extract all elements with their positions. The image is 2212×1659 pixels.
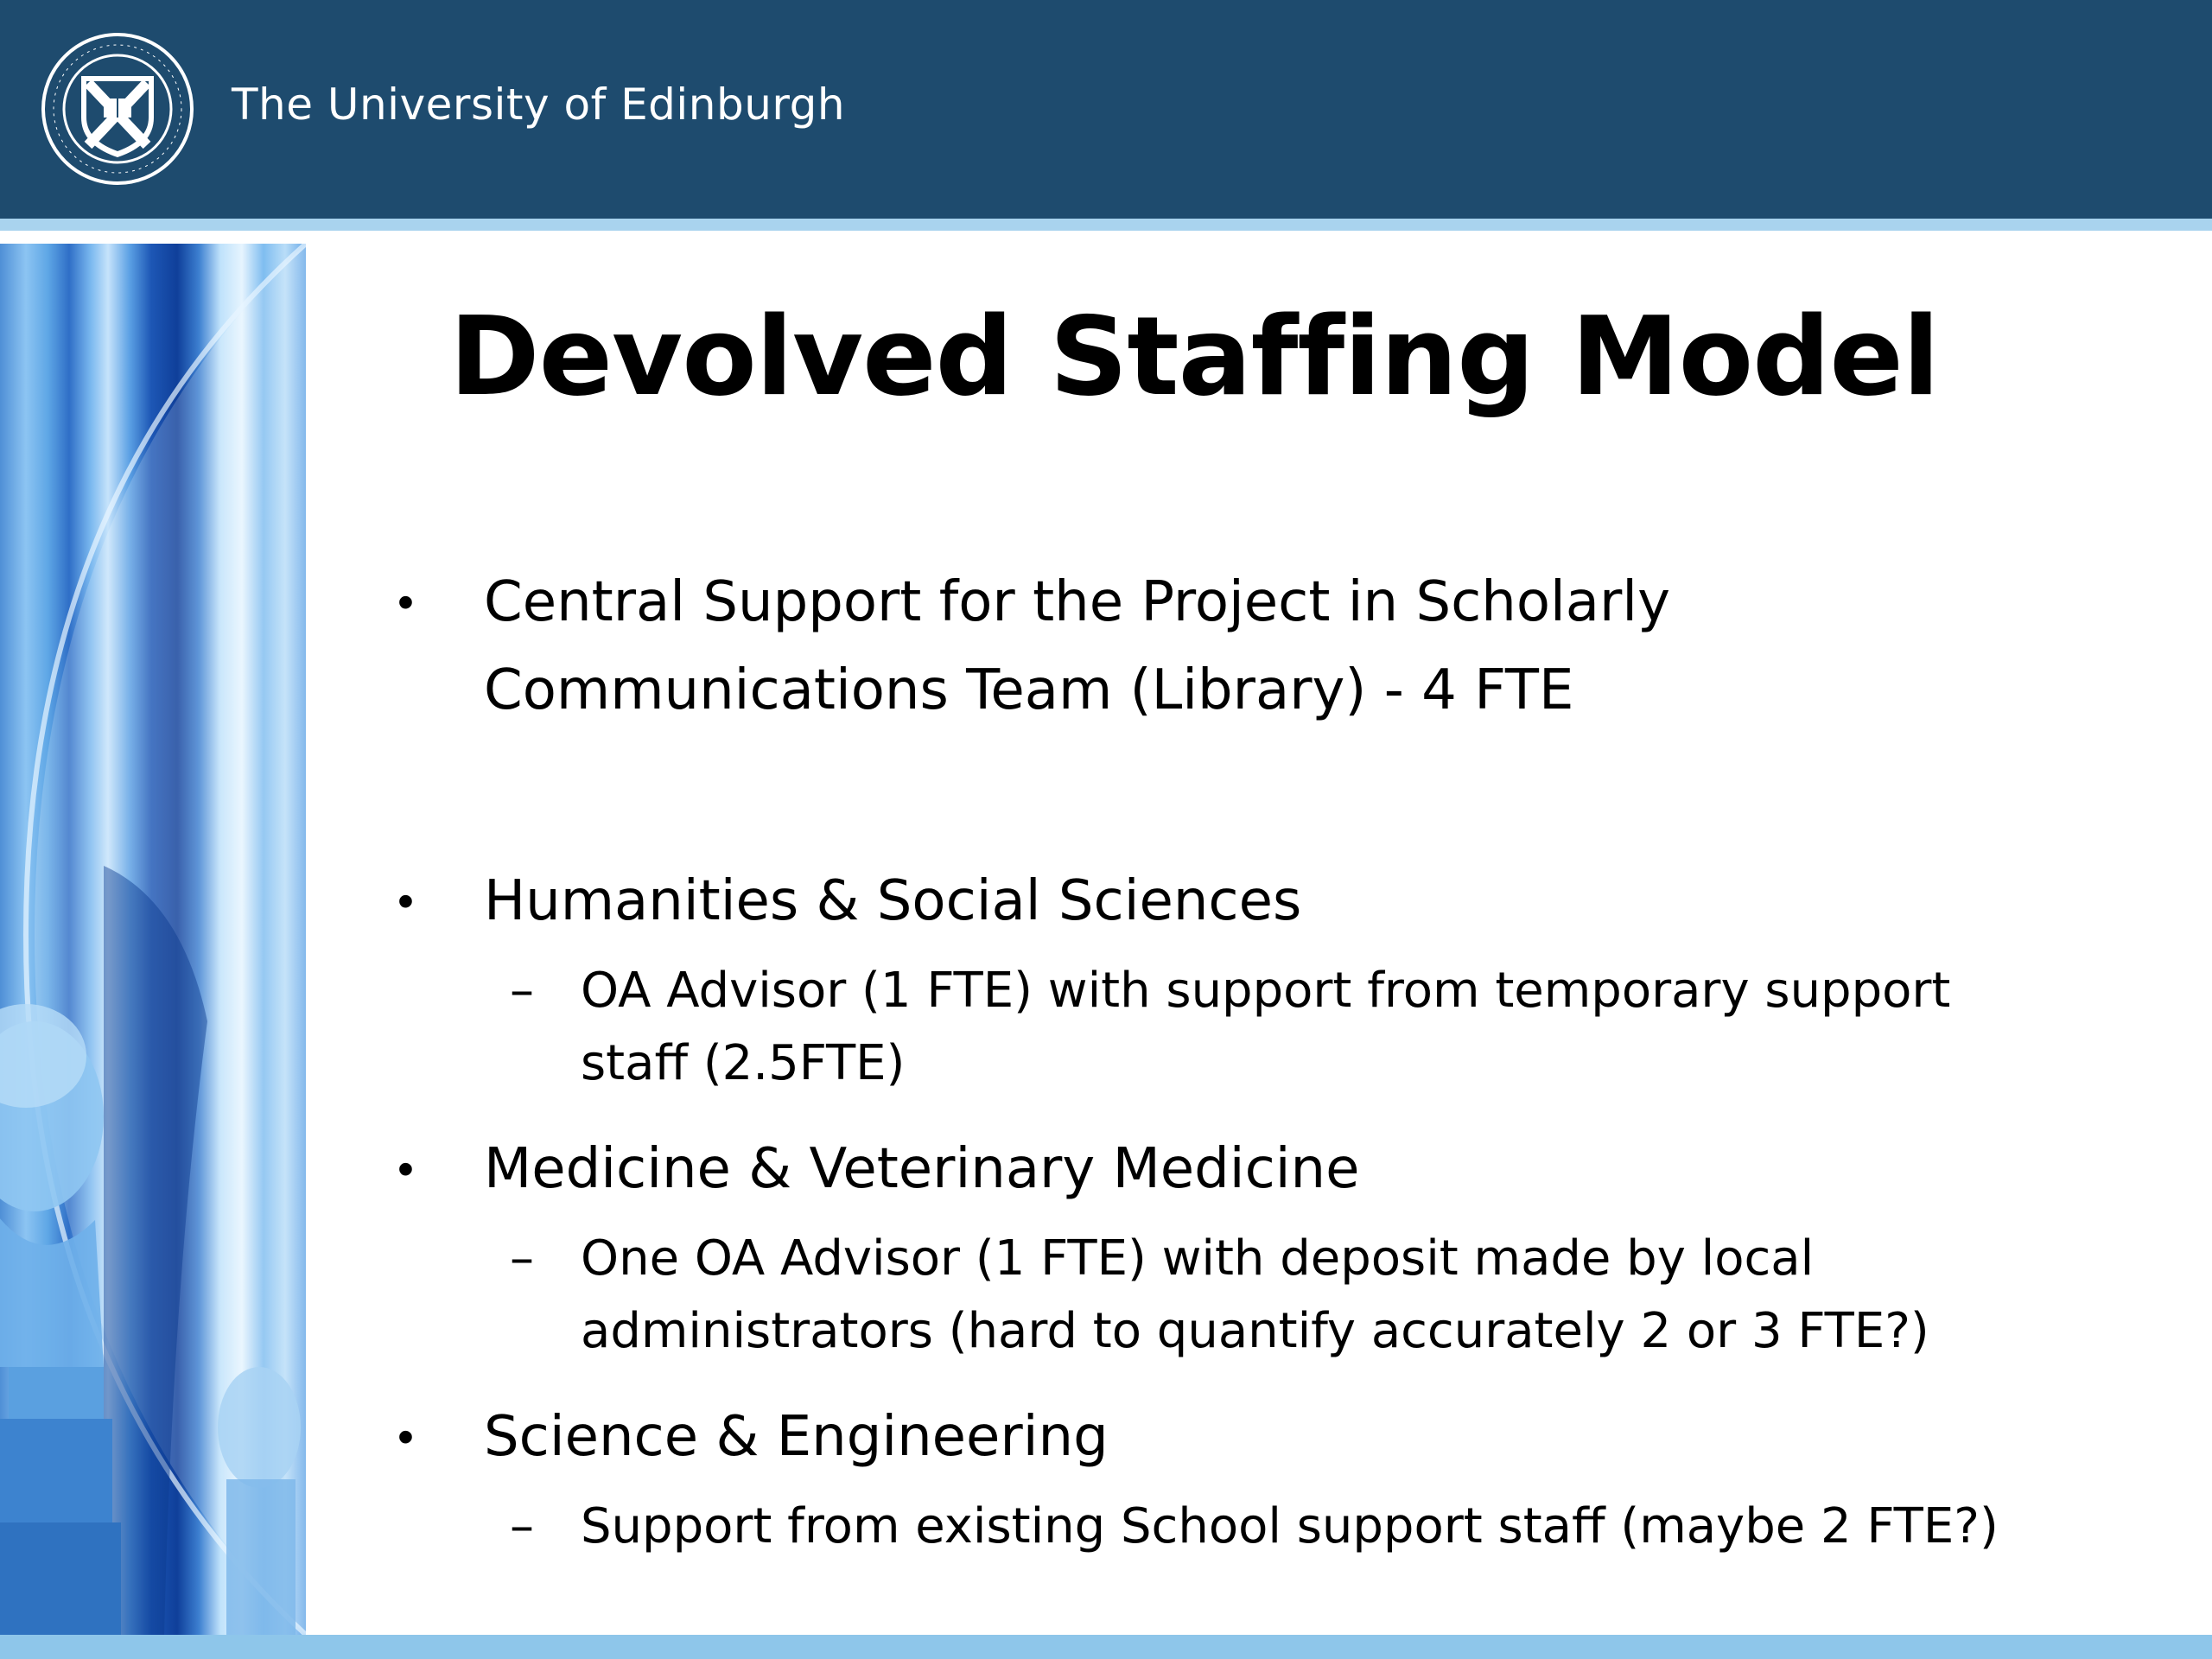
sub-item-text: Support from existing School support staff (maybe 2 FTE?) — [581, 1498, 1999, 1554]
side-decorative-image — [0, 244, 306, 1635]
university-name: The University of Edinburgh — [232, 79, 846, 130]
slide-title: Devolved Staffing Model — [449, 293, 1939, 420]
list-item-text: Humanities & Social Sciences — [484, 869, 1302, 933]
dash-icon: – — [510, 963, 534, 1019]
list-item-text: Communications Team (Library) - 4 FTE — [484, 658, 1574, 722]
bullet-icon: • — [397, 875, 414, 927]
dash-icon: – — [510, 1498, 534, 1554]
statue-columns-illustration — [0, 244, 306, 1635]
sub-item-text: OA Advisor (1 FTE) with support from temporary support — [581, 963, 1951, 1019]
footer-stripe — [0, 1635, 2212, 1659]
header-stripe — [0, 219, 2212, 231]
list-item-text: Science & Engineering — [484, 1405, 1109, 1469]
sub-item-text: One OA Advisor (1 FTE) with deposit made by local — [581, 1230, 1815, 1287]
header-bar — [0, 0, 2212, 219]
bullet-icon: • — [397, 576, 414, 628]
sub-item-text: administrators (hard to quantify accurately 2 or 3 FTE?) — [581, 1303, 1929, 1359]
university-crest-icon — [40, 31, 195, 187]
list-item-text: Medicine & Veterinary Medicine — [484, 1137, 1360, 1201]
bullet-icon: • — [397, 1411, 414, 1463]
sub-item-text: staff (2.5FTE) — [581, 1035, 906, 1091]
dash-icon: – — [510, 1230, 534, 1287]
list-item-text: Central Support for the Project in Scholarly — [484, 570, 1670, 634]
bullet-icon: • — [397, 1143, 414, 1195]
